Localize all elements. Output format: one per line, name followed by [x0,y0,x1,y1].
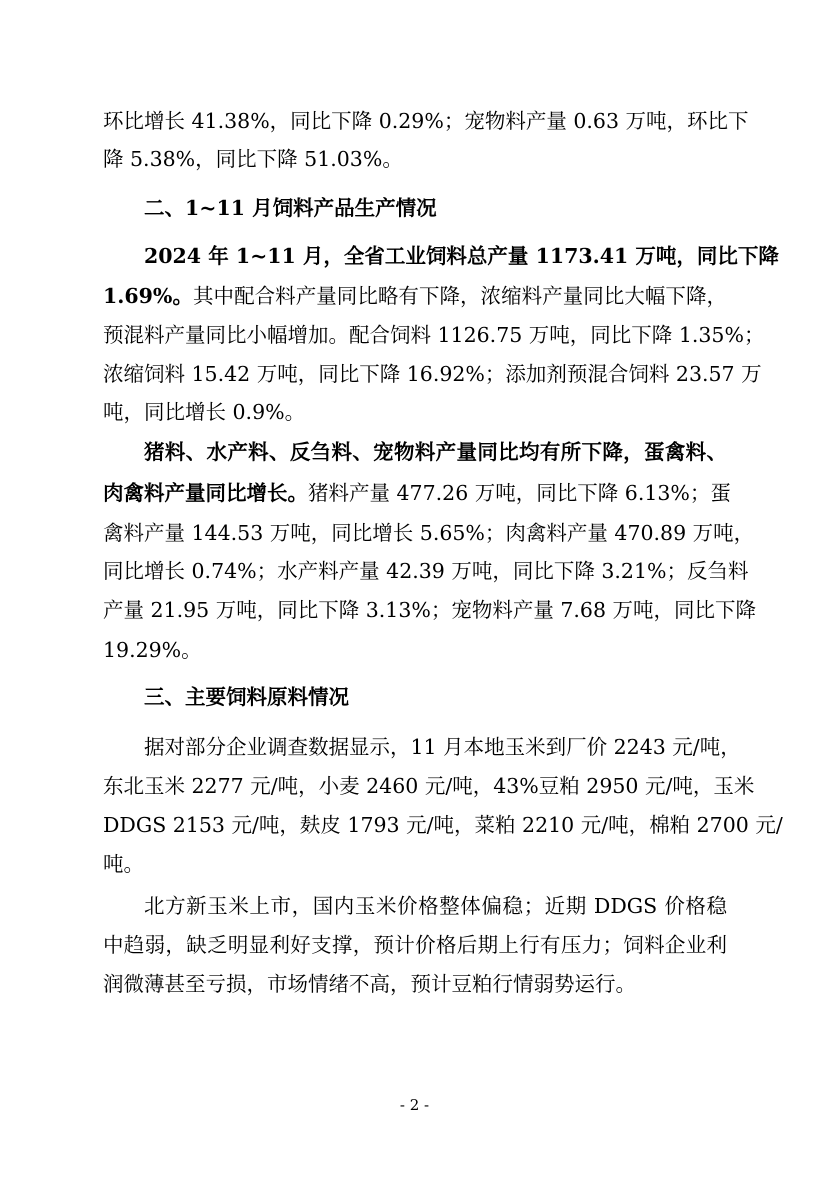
section-heading: 二、1~11 月饲料产品生产情况 [144,196,437,220]
page-number: - 2 - [399,1096,430,1114]
paragraph-line: 19.29%。 [103,638,202,662]
paragraph-line: 禽料产量 144.53 万吨，同比增长 5.65%；肉禽料产量 470.89 万吨， [103,521,755,545]
paragraph-line: 预混料产量同比小幅增加。配合饲料 1126.75 万吨，同比下降 1.35%； [103,323,765,347]
text-run: 其中配合料产量同比略有下降，浓缩料产量同比大幅下降， [193,284,727,308]
bold-lead: 肉禽料产量同比增长。 [103,481,308,505]
section-heading: 三、主要饲料原料情况 [144,685,349,709]
text-run: 猪料产量 477.26 万吨，同比下降 6.13%；蛋 [308,481,731,505]
paragraph-line: 环比增长 41.38%，同比下降 0.29%；宠物料产量 0.63 万吨，环比下 [103,109,749,133]
paragraph-line-bold: 2024 年 1~11 月，全省工业饲料总产量 1173.41 万吨，同比下降 [144,244,779,268]
paragraph-line [103,277,727,315]
paragraph-line: 产量 21.95 万吨，同比下降 3.13%；宠物料产量 7.68 万吨，同比下降 [103,598,757,622]
paragraph-line: DDGS 2153 元/吨，麸皮 1793 元/吨，菜粕 2210 元/吨，棉粕 2700 元/ [103,813,783,837]
paragraph-line [103,474,731,512]
paragraph-line: 降 5.38%，同比下降 51.03%。 [103,147,403,171]
paragraph-line: 吨。 [103,852,144,876]
paragraph-line: 中趋弱，缺乏明显利好支撑，预计价格后期上行有压力；饲料企业利 [103,933,727,957]
paragraph-line: 润微薄甚至亏损，市场情绪不高，预计豆粕行情弱势运行。 [103,972,636,996]
paragraph-line: 浓缩饲料 15.42 万吨，同比下降 16.92%；添加剂预混合饲料 23.57 万 [103,362,762,386]
paragraph-line: 北方新玉米上市，国内玉米价格整体偏稳；近期 DDGS 价格稳 [144,894,727,918]
paragraph-line: 同比增长 0.74%；水产料产量 42.39 万吨，同比下降 3.21%；反刍料 [103,559,749,583]
paragraph-line: 东北玉米 2277 元/吨，小麦 2460 元/吨，43%豆粕 2950 元/吨，玉米 [103,774,755,798]
paragraph-line: 吨，同比增长 0.9%。 [103,400,306,424]
paragraph-line: 据对部分企业调查数据显示，11 月本地玉米到厂价 2243 元/吨， [144,735,741,759]
paragraph-line-bold: 猪料、水产料、反刍料、宠物料产量同比均有所下降，蛋禽料、 [144,440,727,464]
bold-lead: 1.69%。 [103,284,193,308]
